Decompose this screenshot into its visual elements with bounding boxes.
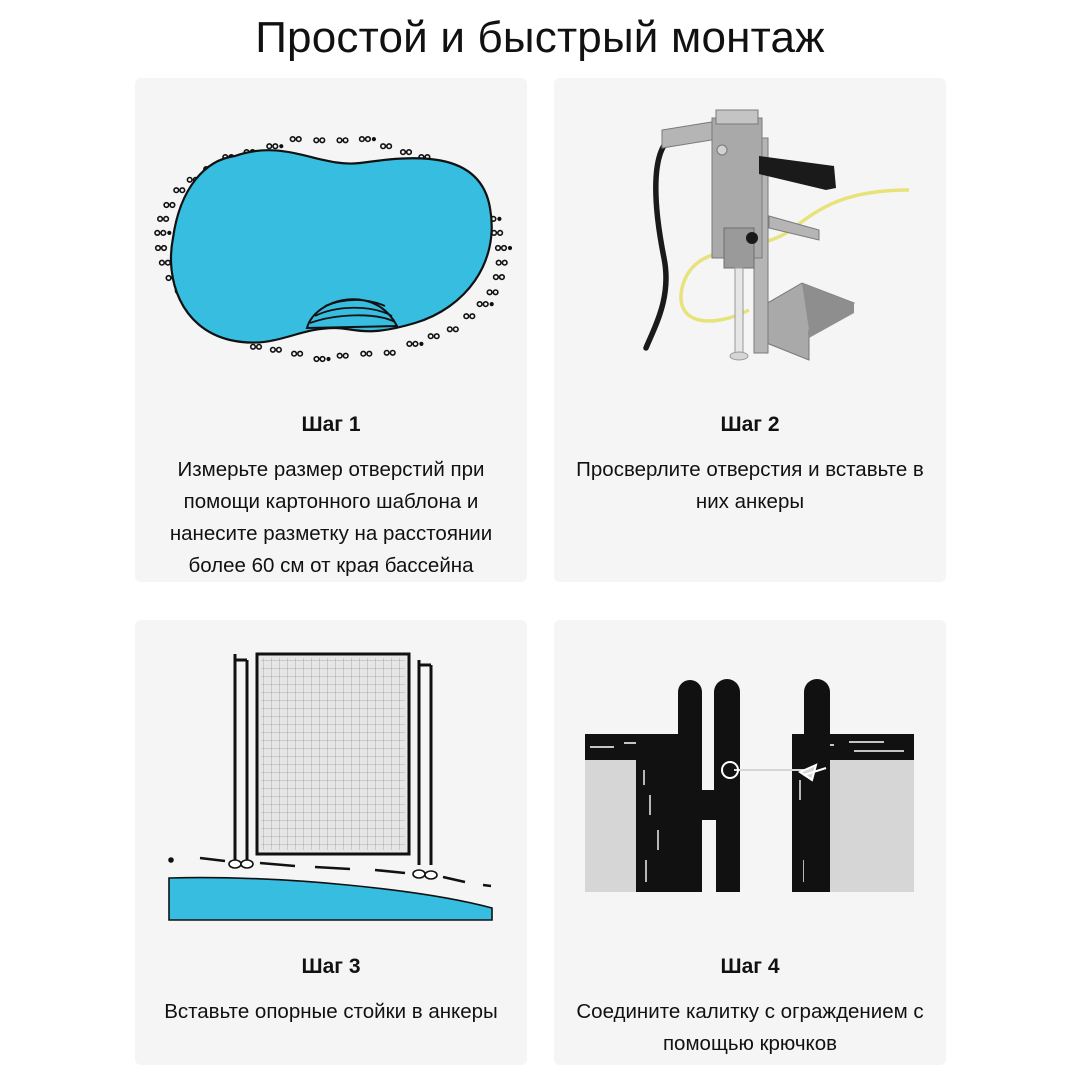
anchor-mark <box>367 351 372 356</box>
anchor-mark <box>314 357 319 362</box>
anchor-mark <box>180 188 185 193</box>
anchor-mark <box>360 137 365 142</box>
anchor-mark <box>164 217 169 222</box>
pool-edge-water <box>169 878 492 920</box>
anchor-dot <box>420 343 423 346</box>
anchor-dot <box>490 303 493 306</box>
anchor-mark <box>271 348 276 353</box>
anchor-mark <box>337 353 342 358</box>
step-4-title: Шаг 4 <box>720 955 780 978</box>
anchor-mark <box>251 345 256 350</box>
step-card-3 <box>135 620 527 1065</box>
drill-stand-illustration <box>554 78 946 398</box>
anchor-mark <box>292 351 297 356</box>
pool-outline-illustration <box>135 78 527 398</box>
anchor-mark <box>496 260 501 265</box>
anchor-mark <box>428 334 433 339</box>
gate-hook-illustration <box>554 620 946 940</box>
anchor-mark <box>390 351 395 356</box>
anchor-mark <box>470 314 475 319</box>
anchor-mark <box>162 246 167 251</box>
anchor-mark <box>494 275 499 280</box>
anchor-dot <box>168 232 171 235</box>
anchor-mark <box>483 302 488 307</box>
anchor-mark <box>434 334 439 339</box>
gate-post-left <box>678 679 740 892</box>
drill-bit <box>735 268 743 353</box>
anchor-mark <box>413 342 418 347</box>
fence-post-right <box>804 679 830 892</box>
step-2-title: Шаг 2 <box>720 413 780 436</box>
anchor-mark <box>320 357 325 362</box>
left-support-posts <box>235 654 247 860</box>
anchor-mark <box>290 137 295 142</box>
anchor-mark <box>161 231 166 236</box>
fence-panel-illustration <box>135 620 527 940</box>
anchor-mark <box>174 188 179 193</box>
anchor-dot <box>509 247 512 250</box>
anchor-mark <box>381 144 386 149</box>
step-3-text: Вставьте опорные стойки в анкеры <box>164 1000 498 1023</box>
anchor-mark <box>407 150 412 155</box>
anchor-mark <box>502 260 507 265</box>
step-1-text: Измерьте размер отверстий при помощи картонного шаблона и нанесите разметку на расстоянии более 60 см от края бассейна <box>169 458 493 577</box>
anchor-mark <box>314 138 319 143</box>
anchor-dot <box>498 218 501 221</box>
anchor-mark <box>502 246 507 251</box>
step-2-text: Просверлите отверстия и вставьте в них анкеры <box>576 458 924 513</box>
step-card-1 <box>135 78 527 582</box>
anchor-mark <box>298 351 303 356</box>
left-ground-block <box>585 760 637 892</box>
anchor-mark <box>464 314 469 319</box>
anchor-mark <box>454 327 459 332</box>
anchor-mark <box>170 203 175 208</box>
anchor-mark <box>387 144 392 149</box>
anchor-mark <box>296 137 301 142</box>
anchor-mark <box>337 138 342 143</box>
anchor-mark <box>448 327 453 332</box>
anchor-mark <box>493 290 498 295</box>
right-support-posts <box>419 660 431 865</box>
cable-black <box>646 136 674 348</box>
anchor-mark <box>257 345 262 350</box>
step-3-title: Шаг 3 <box>301 955 361 978</box>
step-4-text: Соедините калитку с ограждением с помощью крючков <box>576 1000 924 1055</box>
anchor-mark <box>158 217 163 222</box>
anchor-mark <box>156 246 161 251</box>
anchor-mark <box>155 231 160 236</box>
step-card-4 <box>554 620 946 1065</box>
step-1-title: Шаг 1 <box>301 413 361 436</box>
anchor-mark <box>487 290 492 295</box>
anchor-dot <box>327 358 330 361</box>
anchor-mark <box>496 246 501 251</box>
anchor-mark <box>384 351 389 356</box>
anchor-mark <box>366 137 371 142</box>
anchor-mark <box>407 342 412 347</box>
page-title: Простой и быстрый монтаж <box>255 13 825 62</box>
anchor-mark <box>187 178 192 183</box>
anchor-mark <box>477 302 482 307</box>
anchor-mark <box>164 203 169 208</box>
anchor-mark <box>277 348 282 353</box>
anchor-mark <box>166 276 171 281</box>
anchor-mark <box>343 138 348 143</box>
anchor-dot <box>280 145 283 148</box>
anchor-mark <box>500 275 505 280</box>
anchor-mark <box>343 353 348 358</box>
anchor-mark <box>401 150 406 155</box>
anchor-dot <box>373 138 376 141</box>
anchor-mark <box>320 138 325 143</box>
step-card-2 <box>554 78 946 582</box>
anchor-mark <box>273 144 278 149</box>
anchor-mark <box>267 144 272 149</box>
anchor-mark <box>166 260 171 265</box>
anchor-mark <box>361 351 366 356</box>
anchor-mark <box>160 260 165 265</box>
anchor-mark <box>498 231 503 236</box>
drill-handle <box>759 156 836 190</box>
right-ground-block <box>826 760 914 892</box>
